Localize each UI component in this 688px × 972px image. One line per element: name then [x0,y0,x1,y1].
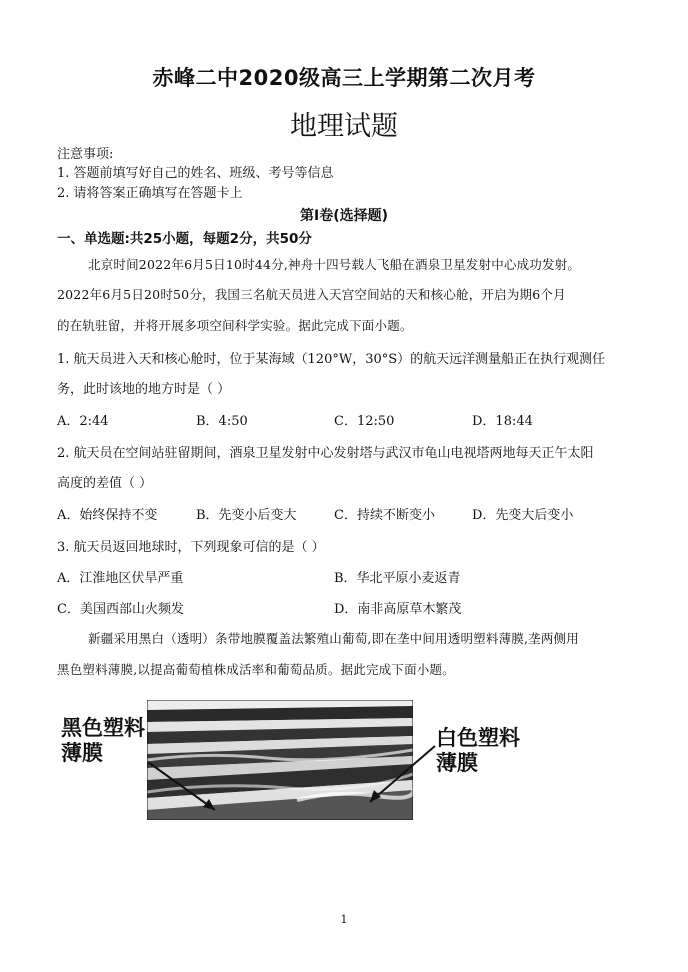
section-title: 第I卷(选择题) [299,208,388,224]
arrow-white-film [350,740,440,810]
subject-title: 地理试题 [290,111,398,142]
option: B．华北平原小麦返青 [334,571,461,586]
question-stem: 3. 航天员返回地球时，下列现象可信的是（ ） [57,540,325,555]
question-stem: 高度的差值（ ） [57,476,153,491]
exam-title: 赤峰二中2020级高三上学期第二次月考 [152,66,536,90]
option: C．持续不断变小 [334,508,435,523]
option: A．始终保持不变 [57,508,158,523]
notice-item: 1. 答题前填写好自己的姓名、班级、考号等信息 [57,166,334,181]
option: D．南非高原草木繁茂 [334,602,462,617]
option: A．江淮地区伏旱严重 [57,571,184,586]
passage-line: 黑色塑料薄膜,以提高葡萄植株成活率和葡萄品质。据此完成下面小题。 [57,662,455,677]
option: B．4:50 [196,414,248,429]
label-white-film: 白色塑料薄膜 [436,726,520,775]
option: A．2:44 [57,414,109,429]
question-stem: 2. 航天员在空间站驻留期间，酒泉卫星发射中心发射塔与武汉市龟山电视塔两地每天正午太阳 [57,446,594,461]
option: C．美国西部山火频发 [57,602,184,617]
option: D．18:44 [472,414,533,429]
page-number: 1 [340,913,348,926]
arrow-black-film [120,740,230,820]
section-heading: 一、单选题:共25小题，每题2分，共50分 [57,231,312,247]
question-stem: 务，此时该地的地方时是（ ） [57,382,231,397]
passage-line: 2022年6月5日20时50分，我国三名航天员进入天宫空间站的天和核心舱，开启为期6个月 [57,287,566,302]
passage-line: 的在轨驻留，并将开展多项空间科学实验。据此完成下面小题。 [57,318,413,333]
notice-heading: 注意事项: [57,147,114,162]
option: B．先变小后变大 [196,508,297,523]
passage-line: 新疆采用黑白（透明）条带地膜覆盖法繁殖山葡萄,即在垄中间用透明塑料薄膜,垄两侧用 [88,631,579,646]
option: C．12:50 [334,414,395,429]
question-stem: 1. 航天员进入天和核心舱时，位于某海域（120°W，30°S）的航天远洋测量船正在执行观测任 [57,352,606,367]
label-black-film: 黑色塑料薄膜 [61,716,145,765]
option: D．先变大后变小 [472,508,574,523]
passage-line: 北京时间2022年6月5日10时44分,神舟十四号载人飞船在酒泉卫星发射中心成功发射。 [88,257,581,272]
notice-item: 2. 请将答案正确填写在答题卡上 [57,186,243,201]
